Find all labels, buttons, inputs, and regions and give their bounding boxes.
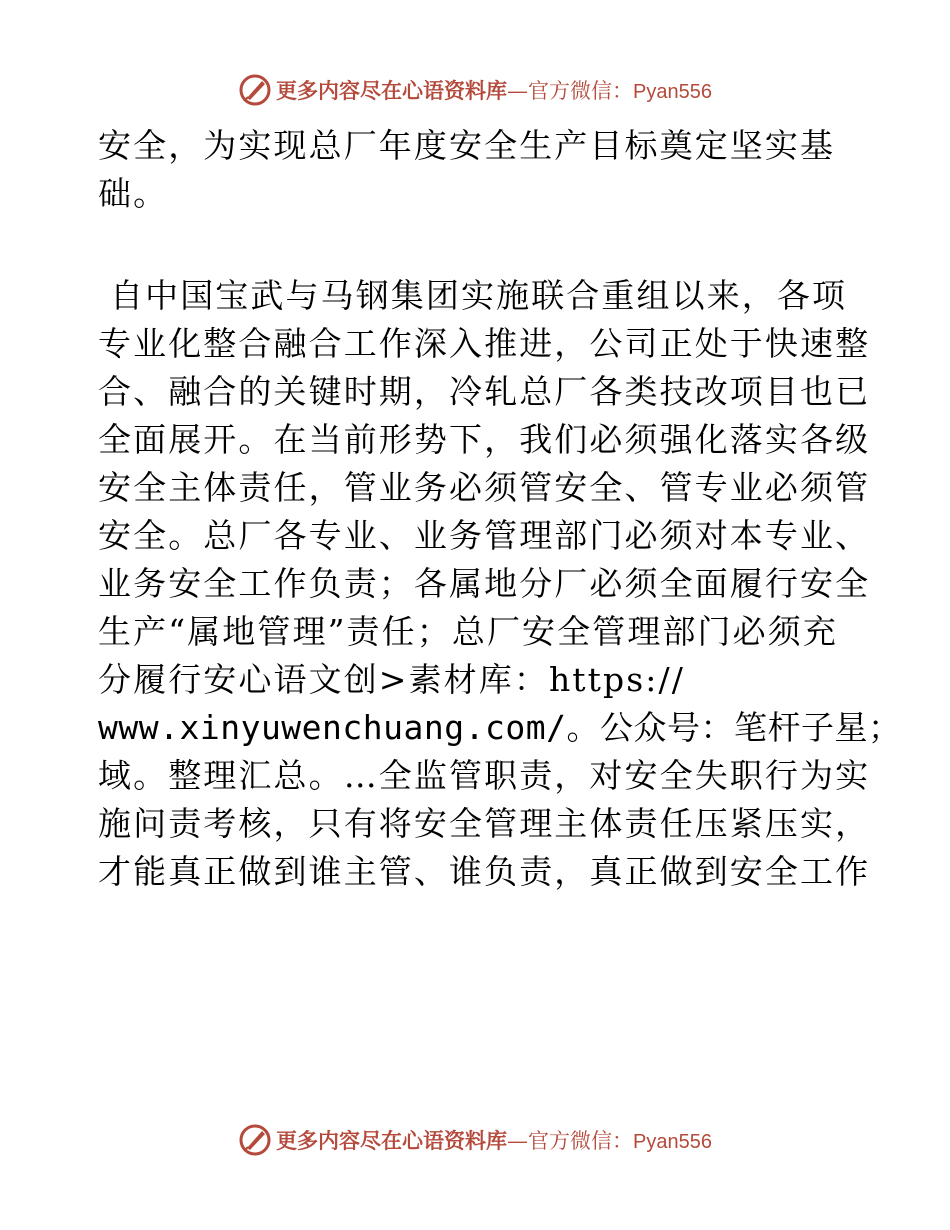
text-line: 域。整理汇总。…全监管职责，对安全失职行为实 xyxy=(98,756,871,795)
text-line: 生产“属地管理”责任；总厂安全管理部门必须充 xyxy=(98,612,838,651)
text-line: 合、融合的关键时期，冷轧总厂各类技改项目也已 xyxy=(98,372,871,411)
text-line: 础。 xyxy=(98,174,169,213)
banner-wechat-id: Pyan556 xyxy=(633,81,712,103)
banner-title: 更多内容尽在心语资料库 xyxy=(276,1128,508,1153)
text-line: 施问责考核，只有将安全管理主体责任压紧压实， xyxy=(98,804,871,843)
banner-wechat-id: Pyan556 xyxy=(633,1131,712,1153)
url-line: www.xinyuwenchuang.com/。公众号：笔杆子星； xyxy=(98,708,902,747)
text-line: 业务安全工作负责；各属地分厂必须全面履行安全 xyxy=(98,564,871,603)
header-banner xyxy=(0,70,950,110)
banner-dash: — xyxy=(507,1129,529,1153)
document-body xyxy=(98,122,902,896)
text-line: 全面展开。在当前形势下，我们必须强化落实各级 xyxy=(98,420,871,459)
text-line: 分履行安心语文创>素材库：https:// xyxy=(98,660,685,699)
quill-pen-logo-icon xyxy=(238,1123,272,1157)
quill-pen-logo-icon xyxy=(238,73,272,107)
text-line: 专业化整合融合工作深入推进，公司正处于快速整 xyxy=(98,324,871,363)
banner-subtitle: 官方微信： xyxy=(528,1129,634,1153)
footer-banner xyxy=(0,1120,950,1160)
text-line: 自中国宝武与马钢集团实施联合重组以来，各项 xyxy=(110,276,848,315)
banner-title: 更多内容尽在心语资料库 xyxy=(276,78,508,103)
text-line: 安全，为实现总厂年度安全生产目标奠定坚实基 xyxy=(98,126,836,165)
paragraph-gap xyxy=(98,218,858,272)
text-line: 安全主体责任，管业务必须管安全、管专业必须管 xyxy=(98,468,871,507)
text-line: 才能真正做到谁主管、谁负责，真正做到安全工作 xyxy=(98,852,871,891)
banner-subtitle: 官方微信： xyxy=(528,79,634,103)
banner-dash: — xyxy=(507,79,529,103)
text-line: 安全。总厂各专业、业务管理部门必须对本专业、 xyxy=(98,516,871,555)
